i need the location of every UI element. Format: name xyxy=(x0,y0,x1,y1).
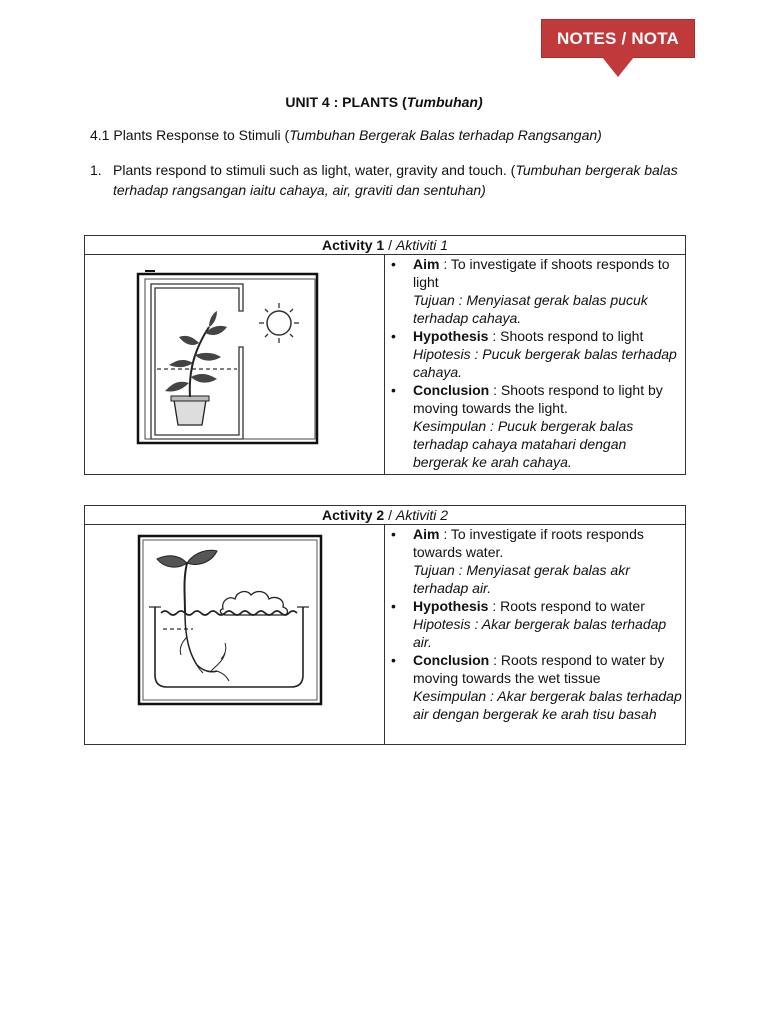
plant-roots-water-icon xyxy=(85,525,384,744)
page-title xyxy=(0,94,768,110)
plant-light-box-icon xyxy=(85,255,384,474)
title-italic: Tumbuhan) xyxy=(406,94,483,110)
aim-label: Aim xyxy=(413,526,440,542)
section-heading-italic: Tumbuhan Bergerak Balas terhadap Rangsangan) xyxy=(289,127,602,143)
conclusion-label: Conclusion xyxy=(413,652,490,668)
aim-text-ms: Tujuan : Menyiasat gerak balas akr terhadap air. xyxy=(413,562,630,596)
title-main: UNIT 4 : PLANTS ( xyxy=(285,94,407,110)
activity-2-aim: • Aim : To investigate if roots responds towards water. Tujuan : Menyiasat gerak balas akr terhadap air. xyxy=(391,526,644,596)
activity-2-header xyxy=(85,506,686,525)
hypothesis-text: : Roots respond to water xyxy=(488,598,645,614)
hypothesis-label: Hypothesis xyxy=(413,328,489,344)
activity-2-sep: / xyxy=(384,507,396,523)
aim-text: : To investigate if roots responds towards water. xyxy=(413,526,644,560)
activity-1-label-ms: Aktiviti 1 xyxy=(395,237,449,253)
activity-2-label: Activity 2 xyxy=(321,507,385,523)
conclusion-text-ms: Kesimpulan : Akar bergerak balas terhadap air dengan bergerak ke arah tisu basah xyxy=(413,688,682,722)
activity-1-sep: / xyxy=(384,237,396,253)
activity-1-table xyxy=(84,235,686,475)
activity-1-aim: • Aim : To investigate if shoots responds to light Tujuan : Menyiasat gerak balas pucuk terhadap cahaya. xyxy=(391,256,670,326)
conclusion-label: Conclusion xyxy=(413,382,490,398)
intro-text-main: Plants respond to stimuli such as light, water, gravity and touch. ( xyxy=(113,162,516,178)
activity-2-list xyxy=(385,525,685,723)
conclusion-text: : Roots respond to water by moving towards the wet tissue xyxy=(413,652,665,686)
activity-2-figure-cell xyxy=(85,525,385,745)
notes-badge-label: NOTES / NOTA xyxy=(556,28,680,48)
activity-2-table xyxy=(84,505,686,745)
activity-1-header xyxy=(85,236,686,255)
intro-number: 1. xyxy=(90,162,102,178)
intro-paragraph xyxy=(90,160,690,200)
section-heading-main: 4.1 Plants Response to Stimuli ( xyxy=(90,127,290,143)
aim-text: : To investigate if shoots responds to light xyxy=(413,256,670,290)
conclusion-text-ms: Kesimpulan : Pucuk bergerak balas terhadap cahaya matahari dengan bergerak ke arah cahaya. xyxy=(413,418,634,470)
hypothesis-text: : Shoots respond to light xyxy=(488,328,644,344)
aim-text-ms: Tujuan : Menyiasat gerak balas pucuk terhadap cahaya. xyxy=(413,292,648,326)
hypothesis-label: Hypothesis xyxy=(413,598,489,614)
intro-text-italic: Tumbuhan bergerak balas terhadap rangsangan iaitu cahaya, air, graviti dan sentuhan) xyxy=(113,162,678,198)
activity-1-details-cell xyxy=(385,255,686,475)
intro-text xyxy=(90,160,690,200)
activity-1-conclusion: • Conclusion : Shoots respond to light by moving towards the light. Kesimpulan : Pucuk bergerak balas terhadap cahaya matahari dengan bergerak ke arah cahaya. xyxy=(391,382,663,470)
conclusion-text: : Shoots respond to light by moving towards the light. xyxy=(413,382,663,416)
activity-2-details-cell xyxy=(385,525,686,745)
aim-label: Aim xyxy=(413,256,440,272)
activity-1-list xyxy=(385,255,685,471)
activity-2-label-ms: Aktiviti 2 xyxy=(395,507,449,523)
hypothesis-text-ms: Hipotesis : Akar bergerak balas terhadap air. xyxy=(413,616,667,650)
badge-arrow-down-icon xyxy=(602,57,634,77)
activity-1-label: Activity 1 xyxy=(321,237,385,253)
activity-2-conclusion: • Conclusion : Roots respond to water by moving towards the wet tissue Kesimpulan : Akar bergerak balas terhadap air dengan bergerak ke arah tisu basah xyxy=(391,652,682,722)
section-heading xyxy=(90,127,602,143)
activity-1-figure-cell xyxy=(85,255,385,475)
activity-2-hypothesis: • Hypothesis : Roots respond to water Hipotesis : Akar bergerak balas terhadap air. xyxy=(391,598,667,650)
hypothesis-text-ms: Hipotesis : Pucuk bergerak balas terhadap cahaya. xyxy=(413,346,677,380)
activity-1-hypothesis: • Hypothesis : Shoots respond to light Hipotesis : Pucuk bergerak balas terhadap cahaya. xyxy=(391,328,677,380)
notes-badge xyxy=(541,19,695,58)
